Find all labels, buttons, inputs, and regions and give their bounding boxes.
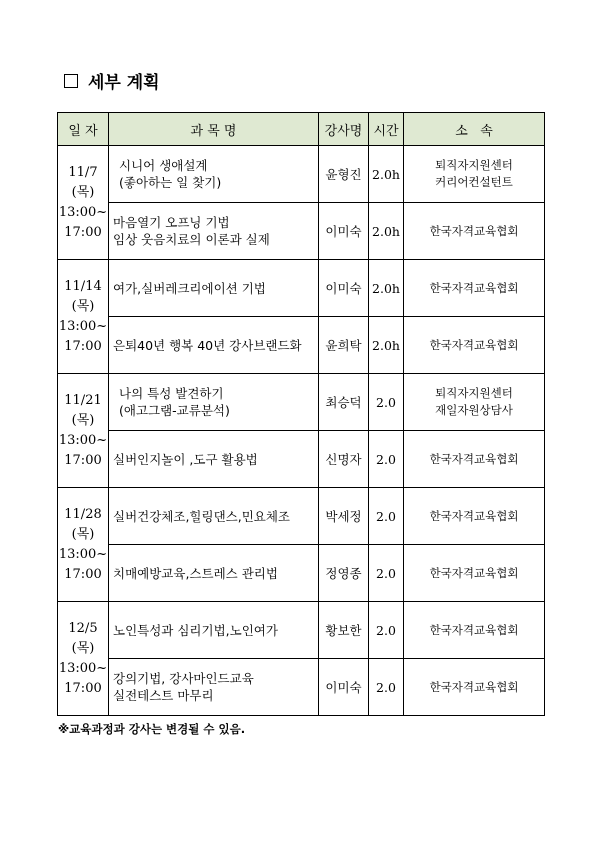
hours-cell: 2.0: [369, 374, 404, 431]
organization-line: 한국자격교육협회: [429, 223, 519, 238]
organization-line: 한국자격교육협회: [429, 679, 519, 694]
hours-cell: 2.0h: [369, 260, 404, 317]
organization-cell: [404, 317, 545, 374]
instructor-cell: 황보한: [319, 602, 369, 659]
schedule-table: [57, 112, 545, 716]
date-cell: [58, 602, 109, 716]
header-hours: 시간: [369, 113, 404, 146]
course-line: (애고그램-교류분석): [119, 403, 230, 418]
date-day: (목): [71, 640, 95, 656]
course-cell: [109, 260, 319, 317]
instructor-cell: 정영종: [319, 545, 369, 602]
course-cell: [109, 374, 319, 431]
organization-cell: [404, 431, 545, 488]
course-cell: [109, 659, 319, 716]
course-line: 강의기법, 강사마인드교육: [113, 671, 254, 686]
organization-line: 커리어컨설턴트: [435, 175, 513, 189]
course-line: 은퇴40년 행복 40년 강사브랜드화: [113, 337, 302, 353]
table-row: [58, 203, 545, 260]
organization-line: 퇴직자지원센터: [435, 386, 513, 400]
course-line: (좋아하는 일 찾기): [119, 175, 222, 190]
section-title: 세부 계획: [88, 73, 160, 93]
course-line: 실버인지놀이 ,도구 활용법: [113, 451, 258, 467]
course-cell: [109, 317, 319, 374]
course-line: 시니어 생애설계: [119, 158, 208, 173]
date-date: 11/14: [64, 278, 102, 294]
date-time2: 17:00: [64, 452, 102, 468]
date-cell: [58, 260, 109, 374]
hours-cell: 2.0h: [369, 317, 404, 374]
date-time1: 13:00~: [58, 546, 108, 562]
date-time2: 17:00: [64, 680, 102, 696]
table-row: [58, 317, 545, 374]
table-body: [58, 146, 545, 716]
table-header-row: [58, 113, 545, 146]
course-cell: [109, 146, 319, 203]
organization-cell: [404, 374, 545, 431]
date-day: (목): [71, 298, 95, 314]
course-cell: [109, 545, 319, 602]
date-cell: [58, 374, 109, 488]
table-row: [58, 260, 545, 317]
hours-cell: 2.0h: [369, 203, 404, 260]
organization-line: 한국자격교육협회: [429, 280, 519, 295]
table-row: [58, 146, 545, 203]
date-day: (목): [71, 184, 95, 200]
organization-line: 한국자격교육협회: [429, 508, 519, 523]
instructor-cell: 윤형진: [319, 146, 369, 203]
date-time1: 13:00~: [58, 432, 108, 448]
instructor-cell: 윤희탁: [319, 317, 369, 374]
date-cell: [58, 488, 109, 602]
header-organization: 소 속: [404, 113, 545, 146]
hours-cell: 2.0: [369, 431, 404, 488]
instructor-cell: 최승덕: [319, 374, 369, 431]
date-cell: [58, 146, 109, 260]
organization-line: 한국자격교육협회: [429, 451, 519, 466]
hours-cell: 2.0h: [369, 146, 404, 203]
organization-cell: [404, 146, 545, 203]
table-row: [58, 602, 545, 659]
instructor-cell: 이미숙: [319, 260, 369, 317]
date-time2: 17:00: [64, 338, 102, 354]
hours-cell: 2.0: [369, 545, 404, 602]
date-date: 11/21: [64, 392, 102, 408]
organization-line: 퇴직자지원센터: [435, 158, 513, 172]
course-line: 노인특성과 심리기법,노인여가: [113, 622, 278, 638]
course-line: 마음열기 오프닝 기법: [113, 215, 230, 230]
table-row: [58, 545, 545, 602]
table-row: [58, 374, 545, 431]
organization-line: 한국자격교육협회: [429, 622, 519, 637]
organization-cell: [404, 659, 545, 716]
header-date: 일 자: [58, 113, 109, 146]
date-date: 11/28: [64, 506, 102, 522]
course-cell: [109, 203, 319, 260]
course-cell: [109, 602, 319, 659]
hours-cell: 2.0: [369, 659, 404, 716]
date-day: (목): [71, 412, 95, 428]
course-line: 나의 특성 발견하기: [119, 386, 224, 401]
section-heading: [64, 68, 160, 93]
course-line: 실전테스트 마무리: [113, 688, 214, 703]
course-cell: [109, 431, 319, 488]
checkbox-square-icon: [64, 74, 78, 88]
instructor-cell: 박세정: [319, 488, 369, 545]
date-date: 11/7: [68, 164, 98, 180]
date-time1: 13:00~: [58, 660, 108, 676]
organization-cell: [404, 602, 545, 659]
footnote: ※교육과정과 강사는 변경될 수 있음.: [58, 722, 246, 736]
date-time1: 13:00~: [58, 318, 108, 334]
hours-cell: 2.0: [369, 602, 404, 659]
date-time2: 17:00: [64, 224, 102, 240]
table-row: [58, 431, 545, 488]
instructor-cell: 이미숙: [319, 203, 369, 260]
organization-line: 한국자격교육협회: [429, 337, 519, 352]
header-course: 과 목 명: [109, 113, 319, 146]
instructor-cell: 신명자: [319, 431, 369, 488]
organization-cell: [404, 260, 545, 317]
course-line: 실버건강체조,힐링댄스,민요체조: [113, 508, 290, 524]
table-row: [58, 659, 545, 716]
organization-cell: [404, 488, 545, 545]
course-line: 치매예방교육,스트레스 관리법: [113, 565, 278, 581]
date-day: (목): [71, 526, 95, 542]
organization-line: 한국자격교육협회: [429, 565, 519, 580]
date-time1: 13:00~: [58, 204, 108, 220]
header-instructor: 강사명: [319, 113, 369, 146]
table-row: [58, 488, 545, 545]
instructor-cell: 이미숙: [319, 659, 369, 716]
course-cell: [109, 488, 319, 545]
organization-cell: [404, 203, 545, 260]
organization-line: 재일자원상담사: [435, 403, 513, 417]
date-date: 12/5: [68, 620, 98, 636]
course-line: 여가,실버레크리에이션 기법: [113, 280, 266, 296]
date-time2: 17:00: [64, 566, 102, 582]
hours-cell: 2.0: [369, 488, 404, 545]
organization-cell: [404, 545, 545, 602]
course-line: 임상 웃음치료의 이론과 실제: [113, 232, 270, 247]
